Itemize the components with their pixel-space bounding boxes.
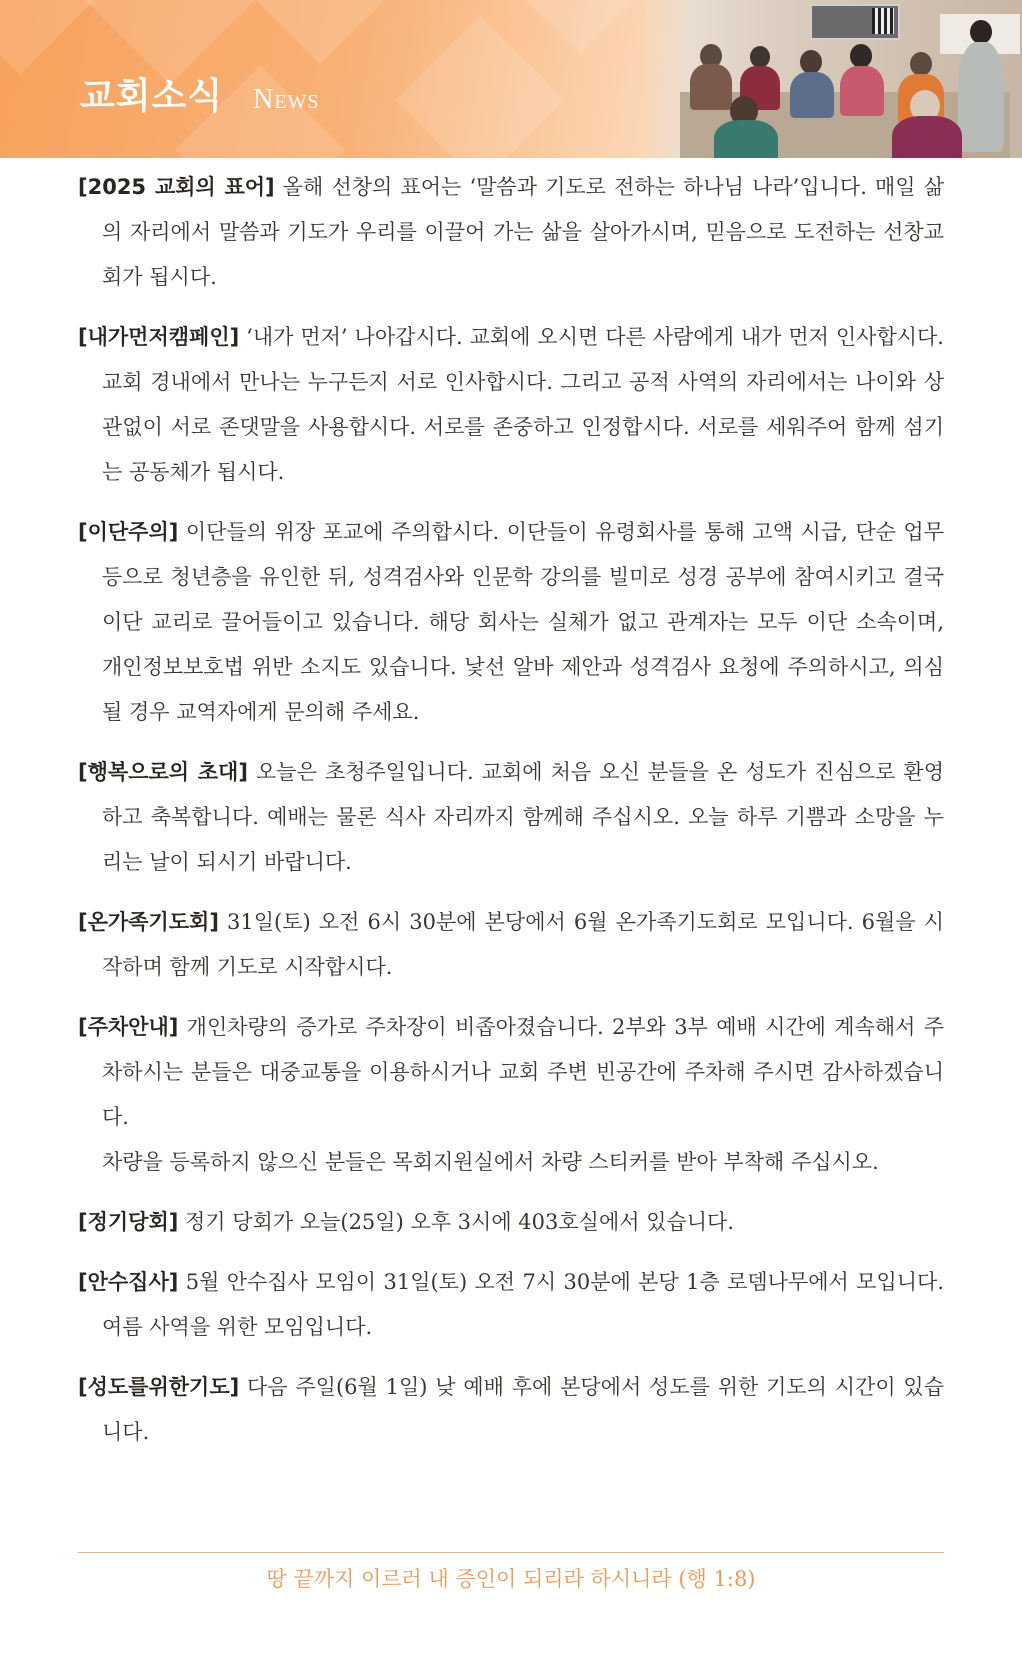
- photo-person: [970, 20, 992, 44]
- decor-diamond: [0, 0, 105, 75]
- news-label: [이단주의]: [78, 520, 179, 544]
- news-item-family-prayer: [78, 900, 944, 990]
- news-text-continued: 차량을 등록하지 않으신 분들은 목회지원실에서 차량 스티커를 받아 부착해 주십시오.: [102, 1150, 879, 1174]
- news-item-deacons: [78, 1260, 944, 1350]
- title-english: News: [253, 84, 320, 115]
- congregation-photo: [640, 0, 1022, 158]
- news-text: ‘내가 먼저’ 나아갑시다. 교회에 오시면 다른 사람에게 내가 먼저 인사합시다. 교회 경내에서 만나는 누구든지 서로 인사합시다. 그리고 공적 사역의 자리에서는 나이와 상관없이 서로 존댓말을 사용합시다. 서로를 존중하고 인정합시다. 서로를 세워주어 함께 섬기는 공동체가 됩시다.: [102, 325, 944, 484]
- news-label: [행복으로의 초대]: [78, 760, 248, 784]
- photo-person: [800, 50, 822, 74]
- photo-person: [892, 116, 962, 158]
- decor-diamond: [235, 0, 405, 65]
- news-text: 다음 주일(6월 1일) 낮 예배 후에 본당에서 성도를 위한 기도의 시간이 있습니다.: [102, 1375, 944, 1444]
- photo-person: [850, 44, 872, 68]
- photo-person: [790, 72, 834, 118]
- news-text: 5월 안수집사 모임이 31일(토) 오전 7시 30분에 본당 1층 로뎀나무에서 모입니다. 여름 사역을 위한 모임입니다.: [102, 1270, 944, 1339]
- news-label: [온가족기도회]: [78, 910, 219, 934]
- footer-divider: [78, 1552, 944, 1553]
- news-label: [주차안내]: [78, 1015, 179, 1039]
- news-text: 31일(토) 오전 6시 30분에 본당에서 6월 온가족기도회로 모입니다. 6월을 시작하며 함께 기도로 시작합시다.: [102, 910, 944, 979]
- footer-verse: 땅 끝까지 이르러 내 증인이 되리라 하시니라 (행 1:8): [266, 1567, 756, 1591]
- news-item-campaign: [78, 315, 944, 495]
- news-label: [안수집사]: [78, 1270, 179, 1294]
- photo-person: [910, 52, 932, 76]
- news-text: 이단들의 위장 포교에 주의합시다. 이단들이 유령회사를 통해 고액 시급, 단순 업무 등으로 청년층을 유인한 뒤, 성격검사와 인문학 강의를 빌미로 성경 공부에 참여시키고 결국 이단 교리로 끌어들이고 있습니다. 해당 회사는 실체가 없고 관계자는 모두 이단 소속이며, 개인정보보호법 위반 소지도 있습니다. 낯선 알바 제안과 성격검사 요청에 주의하시고, 의심될 경우 교역자에게 문의해 주세요.: [102, 520, 944, 724]
- section-title: [80, 68, 320, 119]
- news-item-parking: [78, 1005, 944, 1185]
- decor-diamond: [395, 15, 565, 158]
- news-text: 오늘은 초청주일입니다. 교회에 처음 오신 분들을 온 성도가 진심으로 환영하고 축복합니다. 예배는 물론 식사 자리까지 함께해 주십시오. 오늘 하루 기쁨과 소망을 누리는 날이 되시기 바랍니다.: [102, 760, 944, 874]
- photo-person: [958, 42, 1004, 152]
- news-item-heresy-warning: [78, 510, 944, 735]
- news-item-motto: [78, 165, 944, 300]
- news-label: [정기당회]: [78, 1210, 179, 1234]
- news-text: 올해 선창의 표어는 ‘말씀과 기도로 전하는 하나님 나라’입니다. 매일 삶의 자리에서 말씀과 기도가 우리를 이끌어 가는 삶을 살아가시며, 믿음으로 도전하는 선창교회가 됩시다.: [102, 175, 944, 289]
- photo-person: [840, 66, 884, 116]
- news-item-prayer-for-saints: [78, 1365, 944, 1455]
- news-text: 개인차량의 증가로 주차장이 비좁아졌습니다. 2부와 3부 예배 시간에 계속해서 주차하시는 분들은 대중교통을 이용하시거나 교회 주변 빈공간에 주차해 주시면 감사하겠습니다.: [102, 1015, 944, 1129]
- news-list: [78, 165, 944, 1470]
- photo-person: [714, 120, 778, 158]
- title-korean: 교회소식: [80, 76, 224, 117]
- news-label: [내가먼저캠페인]: [78, 325, 240, 349]
- news-item-invitation: [78, 750, 944, 885]
- photo-person: [690, 64, 732, 110]
- news-item-session-meeting: [78, 1200, 944, 1245]
- news-label: [2025 교회의 표어]: [78, 175, 275, 199]
- page-header: [0, 0, 1022, 158]
- news-text: 정기 당회가 오늘(25일) 오후 3시에 403호실에서 있습니다.: [178, 1210, 735, 1234]
- news-label: [성도를위한기도]: [78, 1375, 240, 1399]
- photo-person: [750, 46, 770, 68]
- photo-qr-code: [872, 8, 894, 34]
